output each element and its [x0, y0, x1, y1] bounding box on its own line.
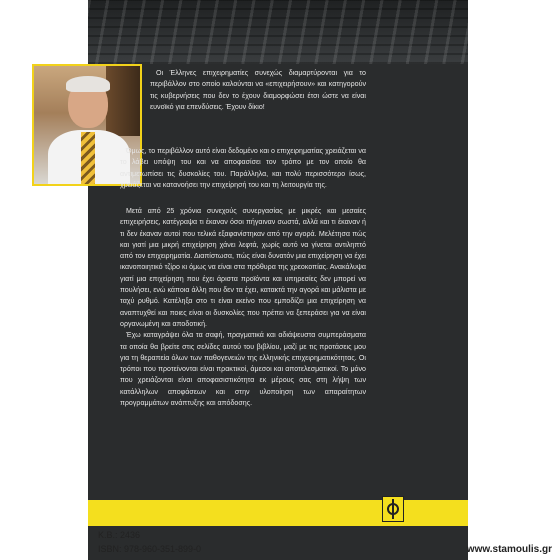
cover-texture: [88, 0, 468, 64]
paragraph-3: Μετά από 25 χρόνια συνεχούς συνεργασίας με μικρές και μεσαίες επιχειρήσεις, κατέγραψα τι έκαναν όσοι πήγαιναν σωστά, αλλά και τι έκαναν ή τι δεν έκαναν αυτοί που τελικά εξαφανίστηκαν από την αγορά. Μελέτησα πώς και γιατί μια μικρή επιχείρηση χάνει λεφτά, χωρίς αυτό να γίνεται αντιληπτό από τον επιχειρηματία. Διαπίστωσα, πώς είναι δυνατόν μια επιχείρηση να έχει ικανοποιητικό τζίρο κι όμως να είναι στα πρόθυρα της χρεοκοπίας. Ανακάλυψα γιατί μια επιχείρηση που έχει άριστα προϊόντα και υπηρεσίες δεν μπορεί να πουλήσει, ενώ κάποια άλλη που δεν τα έχει, κατακτά την αγορά και μάλιστα με ταχύ ρυθμό. Κατέληξα στο τι είναι εκείνο που εμποδίζει μια επιχείρηση να αναπτυχθεί και ποιες είναι οι δυσκολίες που πρέπει να ξεπεράσει για να είναι οργανωμένη και αποδοτική.: [120, 207, 366, 328]
intro-text: [150, 68, 366, 113]
paragraph-1: Οι Έλληνες επιχειρηματίες συνεχώς διαμαρτύρονται για το περιβάλλον στο οποίο καλούνται να «επιχειρήσουν» και κατηγορούν τις κυβερνήσεις που δεν το έχουν διαμορφώσει έτσι ώστε να είναι ευνοϊκό για επενδύσεις. Έχουν δίκιο!: [150, 69, 366, 111]
kb-code: Κ.Β.: 2436: [98, 530, 141, 540]
isbn: ISBN: 978-960-351-899-0: [98, 544, 202, 554]
publisher-url[interactable]: www.stamoulis.gr: [466, 544, 552, 555]
publisher-logo-icon: [382, 496, 404, 522]
paragraph-2: Όμως, το περιβάλλον αυτό είναι δεδομένο και ο επιχειρηματίας χρειάζεται να το λάβει υπόψη του και να αποφασίσει τον τρόπο με τον οποίο θα αντιμετωπίσει τις δυσκολίες του. Παράλληλα, και πολύ περισσότερο ίσως, χρειάζεται να κατανοήσει την επιχείρησή του και τη λειτουργία της.: [120, 147, 366, 189]
middle-text: [120, 146, 366, 191]
body-text: [120, 206, 366, 409]
yellow-band: [88, 500, 468, 526]
paragraph-4: Έχω καταγράψει όλα τα σαφή, πραγματικά και αδιάψευστα συμπεράσματα τα οποία θα βρείτε στις σελίδες αυτού του βιβλίου, μαζί με τις προτάσεις μου για τη θεραπεία όλων των παθογενειών της ελληνικής επιχειρηματικότητας. Οι τρόποι που προτείνονται είναι πρακτικοί, άμεσοι και αποτελεσματικοί. Το μόνο που χρειάζονται είναι αποφασιστικότητα εκ μέρους σας στη λήψη των κατάλληλων αποφάσεων και στην υλοποίηση των απαραίτητων προγραμμάτων ανάπτυξης και απόδοσης.: [120, 331, 366, 408]
